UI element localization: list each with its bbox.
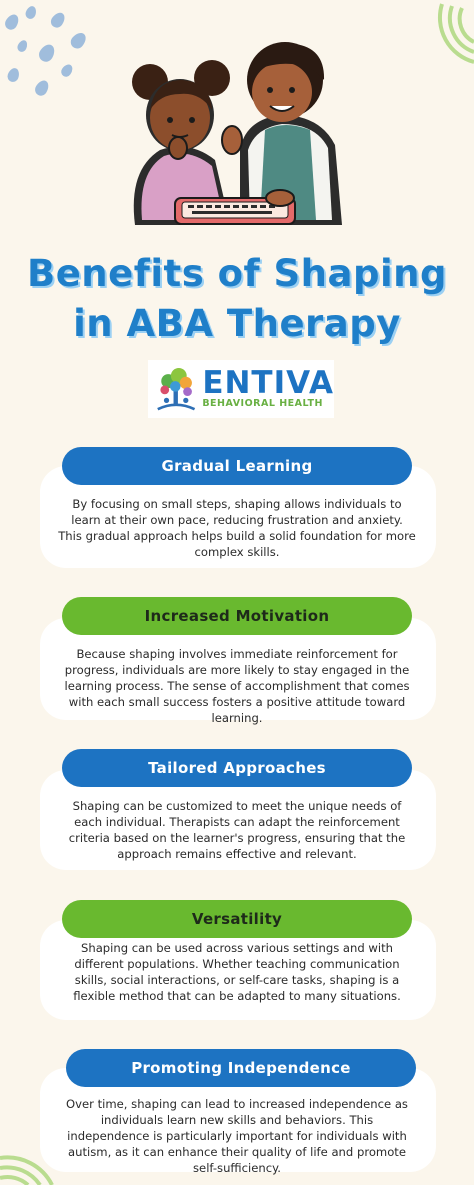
tree-logo-icon (156, 364, 196, 414)
page-title-line-2: in ABA Therapy (73, 302, 401, 345)
decorative-arcs-top (420, 0, 474, 70)
section-heading-increased-motivation: Increased Motivation (62, 597, 412, 635)
section-text-versatility: Shaping can be used across various settings and with different populations. Whether teaching communication skills, social interactions, or self-care tasks, shaping is a flexible method that can be adapted to many situations. (73, 941, 401, 1003)
children-tablet-illustration (120, 20, 360, 240)
section-text-tailored-approaches: Shaping can be customized to meet the unique needs of each individual. Therapists can adapt the reinforcement criteria based on the learner's progress, ensuring that the approach remains effective and relevant. (68, 799, 406, 861)
section-heading-promoting-independence: Promoting Independence (66, 1049, 416, 1087)
section-text-promoting-independence: Over time, shaping can lead to increased independence as individuals learn new skills and behaviors. This independence is particularly important for individuals with autism, as it can enhance their quality of life and promote self-sufficiency. (66, 1097, 408, 1175)
logo-subtitle: BEHAVIORAL HEALTH (202, 398, 323, 409)
section-heading-gradual-learning: Gradual Learning (62, 447, 412, 485)
page-title-line-1: Benefits of Shaping (27, 252, 447, 295)
section-heading-versatility: Versatility (62, 900, 412, 938)
section-text-increased-motivation: Because shaping involves immediate reinforcement for progress, individuals are more likely to stay engaged in the learning process. The sense of accomplishment that comes with each small success fosters a positive attitude toward learning. (64, 647, 410, 725)
section-heading-tailored-approaches: Tailored Approaches (62, 749, 412, 787)
entiva-logo (148, 360, 334, 418)
section-text-gradual-learning: By focusing on small steps, shaping allows individuals to learn at their own pace, reducing frustration and anxiety. This gradual approach helps build a solid foundation for more complex skills. (58, 497, 416, 559)
logo-name: ENTIVA (202, 365, 334, 401)
